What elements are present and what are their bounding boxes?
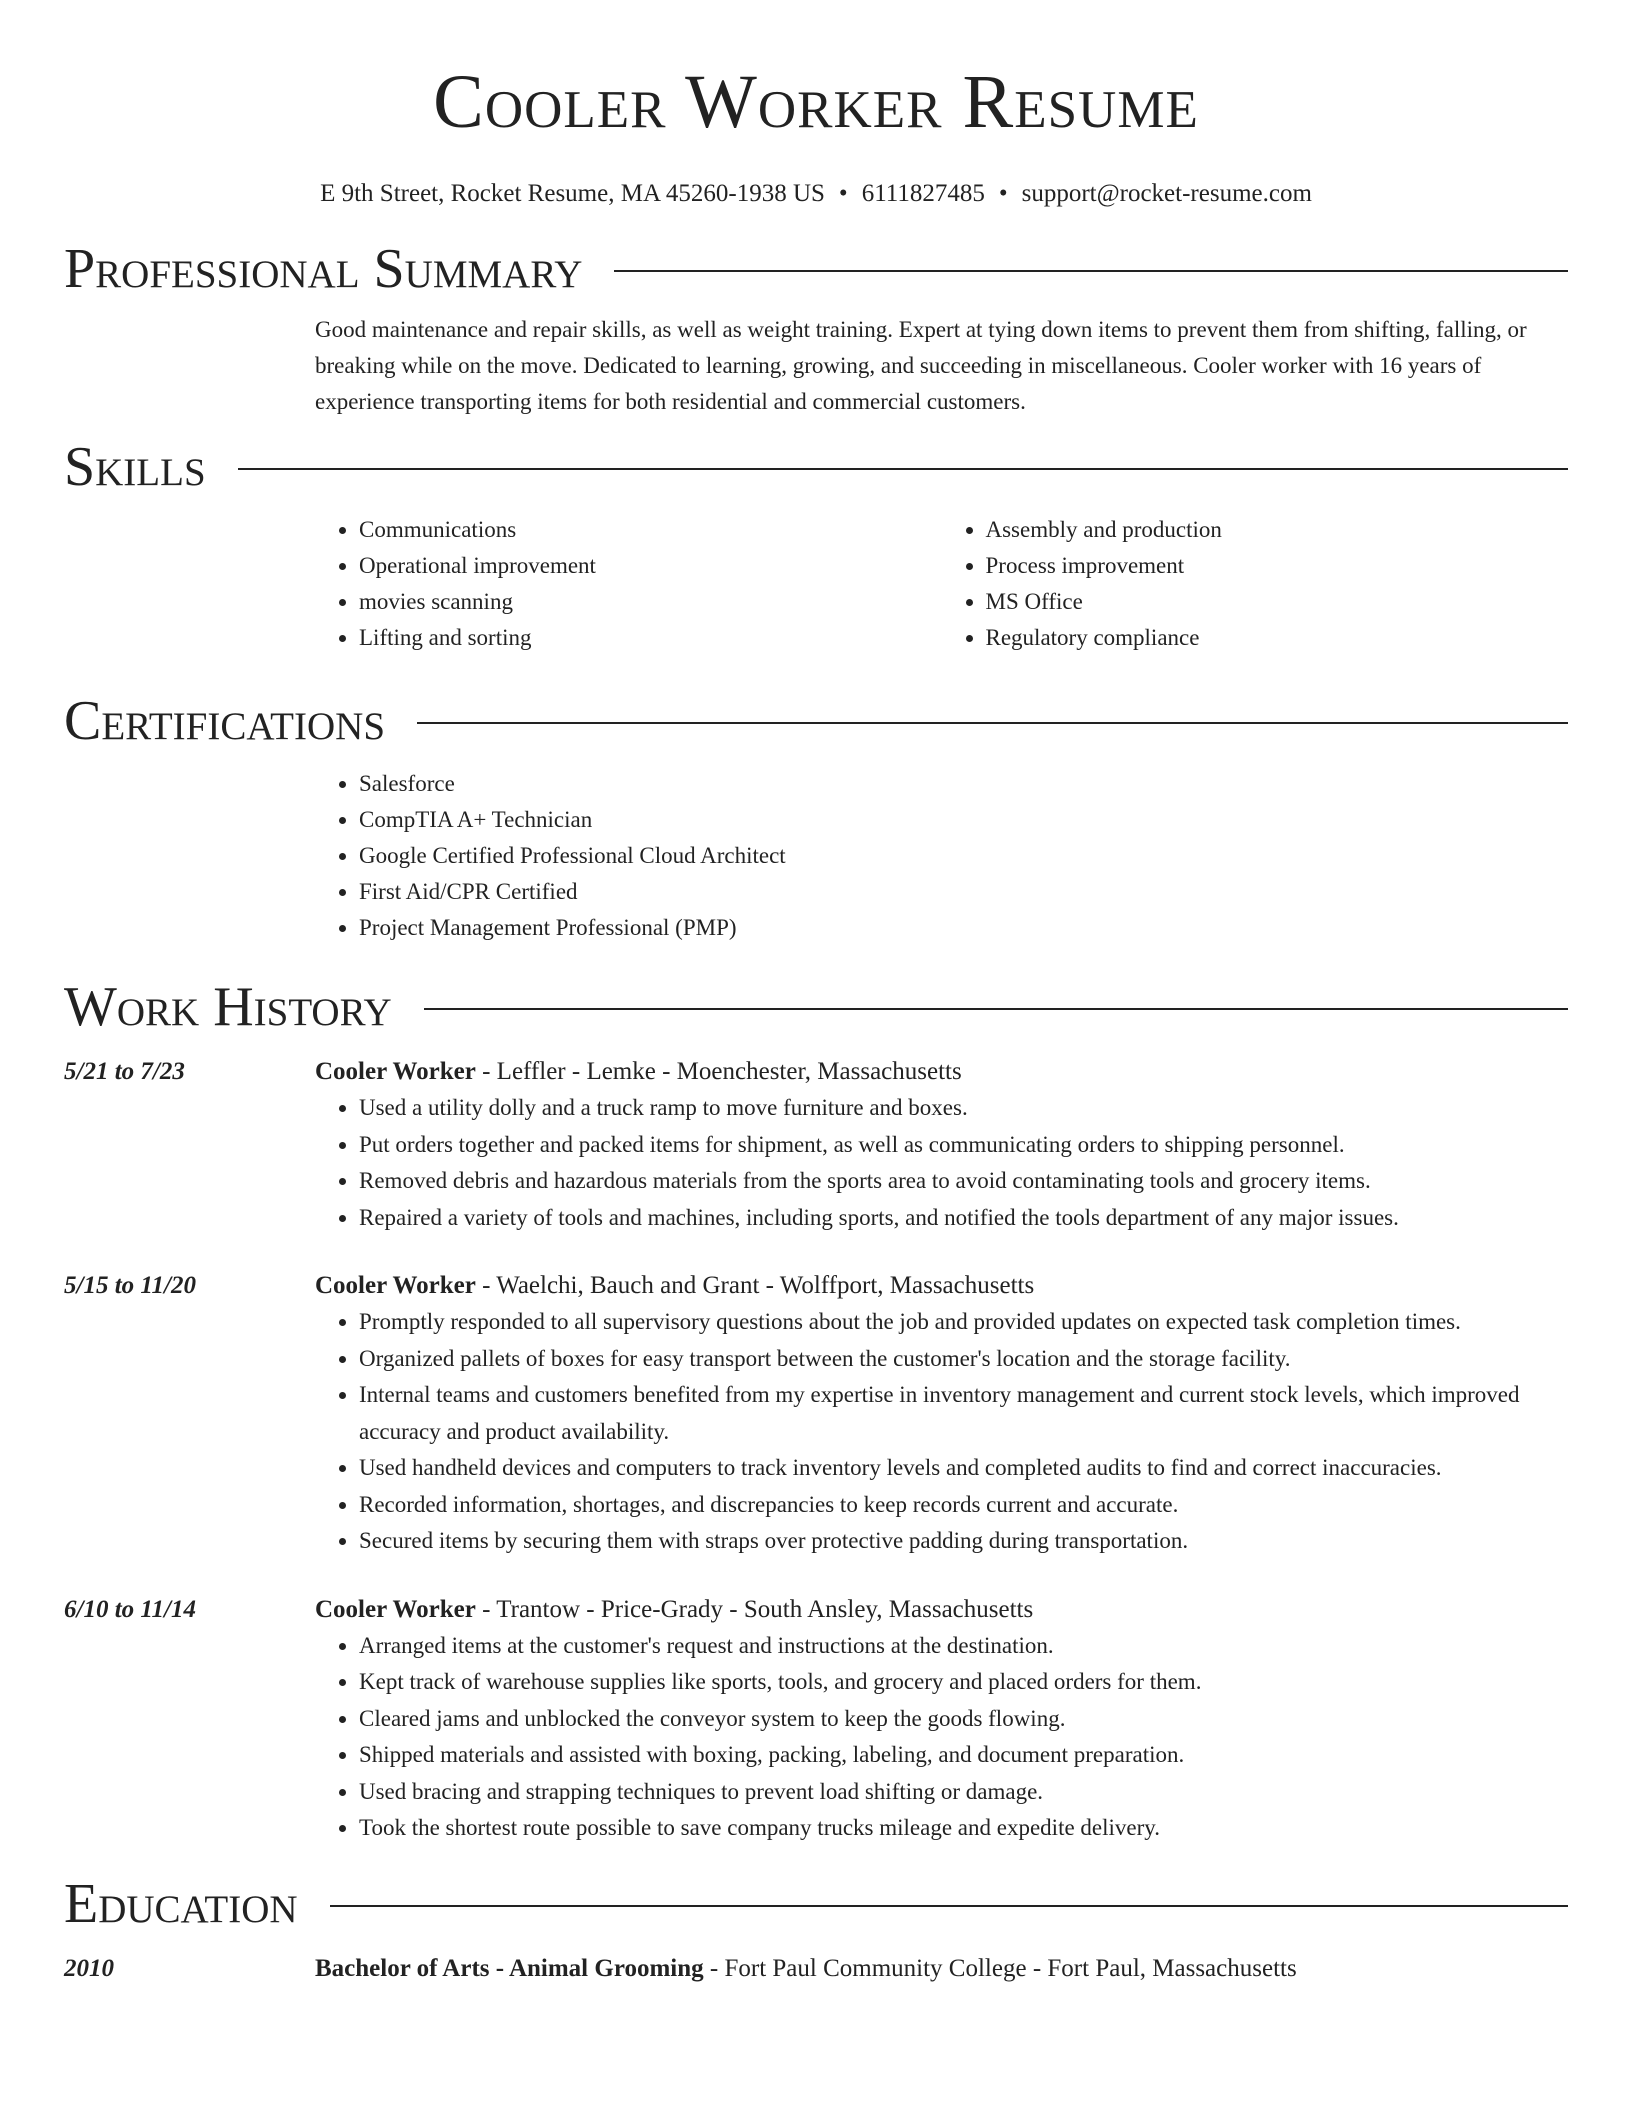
job-heading [315,1268,1568,1304]
job-bullet: • Arranged items at the customer's request and instructions at the destination. [359,1628,1568,1665]
education-heading [64,1869,1568,1939]
job-bullet: • Secured items by securing them with straps over protective padding during transportation. [359,1523,1568,1560]
certifications-section [64,686,1568,946]
job-bullet: • Organized pallets of boxes for easy transport between the customer's location and the storage facility. [359,1341,1568,1378]
job-bullet: • Put orders together and packed items for shipment, as well as communicating orders to shipping personnel. [359,1127,1568,1164]
contact-line [64,178,1568,210]
certifications-list [315,766,1568,946]
education-title: Education [64,1872,298,1935]
certification-item: • CompTIA A+ Technician [359,802,1568,838]
resume-name: Cooler Worker Resume [433,60,1199,144]
education-school: - Fort Paul Community College - Fort Paul, Massachusetts [703,1954,1297,1982]
contact-separator: • [998,180,1008,207]
job-bullet: • Took the shortest route possible to save company trucks mileage and expedite delivery. [359,1810,1568,1847]
skills-heading [64,432,1568,502]
skills-grid [315,512,1568,656]
certifications-body [315,766,1568,946]
job-bullet: • Promptly responded to all supervisory questions about the job and provided updates on expected task completion times. [359,1304,1568,1341]
skill-item: • Communications [359,512,942,548]
job-dates: 5/15 to 11/20 [64,1272,196,1299]
skill-item: • MS Office [986,584,1569,620]
skills-body [315,512,1568,656]
work-title: Work History [64,976,392,1038]
education-details [315,1951,1568,1987]
education-heading-line [315,1951,1568,1987]
job-details [315,1268,1568,1560]
skill-item: • movies scanning [359,584,942,620]
education-year: 2010 [64,1954,114,1982]
job-bullet: • Used handheld devices and computers to track inventory levels and completed audits to find and correct inaccuracies. [359,1450,1568,1487]
skill-item: • Process improvement [986,548,1569,584]
skill-item: • Operational improvement [359,548,942,584]
job-heading [315,1592,1568,1628]
job-bullet: • Internal teams and customers benefited from my expertise in inventory management and current stock levels, which improved accuracy and product availability. [359,1377,1568,1450]
summary-body [315,312,1568,420]
job-entry [64,1054,1568,1236]
summary-title: Professional Summary [64,238,583,300]
summary-heading [64,234,1568,304]
job-bullet: • Repaired a variety of tools and machines, including sports, and notified the tools department of any major issues. [359,1200,1568,1237]
skills-list-left [315,512,942,656]
certification-item: • Project Management Professional (PMP) [359,910,1568,946]
skill-item: • Regulatory compliance [986,620,1569,656]
work-heading [64,972,1568,1042]
job-employer: - Leffler - Lemke - Moenchester, Massachusetts [475,1058,962,1085]
job-details [315,1592,1568,1847]
job-details [315,1054,1568,1236]
contact-address: E 9th Street, Rocket Resume, MA 45260-1938 US [320,180,825,207]
certifications-title: Certifications [64,690,386,752]
skills-section [64,432,1568,656]
education-section [64,1869,1568,1987]
education-entry [64,1951,1568,1987]
section-divider [614,270,1568,272]
contact-email: support@rocket-resume.com [1021,180,1312,207]
section-divider [238,468,1568,470]
job-bullets [315,1090,1568,1236]
skill-item: • Lifting and sorting [359,620,942,656]
job-bullet: • Shipped materials and assisted with boxing, packing, labeling, and document preparation. [359,1737,1568,1774]
section-divider [330,1905,1568,1907]
job-role: Cooler Worker [315,1058,476,1085]
job-employer: - Trantow - Price-Grady - South Ansley, Massachusetts [475,1595,1034,1623]
certification-item: • First Aid/CPR Certified [359,874,1568,910]
job-bullet: • Kept track of warehouse supplies like sports, tools, and grocery and placed orders for them. [359,1664,1568,1701]
education-degree: Bachelor of Arts - Animal Grooming [315,1954,704,1982]
contact-phone: 6111827485 [861,180,985,207]
job-bullets [315,1628,1568,1847]
job-dates: 5/21 to 7/23 [64,1058,185,1085]
summary-section [64,234,1568,420]
job-employer: - Waelchi, Bauch and Grant - Wolffport, Massachusetts [475,1272,1035,1299]
summary-text: Good maintenance and repair skills, as well as weight training. Expert at tying down items to prevent them from shifting, falling, or breaking while on the move. Dedicated to learning, growing, and succeeding in miscellaneous. Cooler worker with 16 years of experience transporting items for both residential and commercial customers. [315,317,1527,414]
job-entry [64,1592,1568,1847]
certification-item: • Google Certified Professional Cloud Architect [359,838,1568,874]
job-role: Cooler Worker [315,1595,476,1623]
skills-list-right [942,512,1569,656]
certification-item: • Salesforce [359,766,1568,802]
skills-title: Skills [64,436,206,498]
certifications-heading [64,686,1568,756]
job-bullet: • Cleared jams and unblocked the conveyor system to keep the goods flowing. [359,1701,1568,1738]
job-role: Cooler Worker [315,1272,476,1299]
job-entry [64,1268,1568,1560]
job-bullet: • Used bracing and strapping techniques to prevent load shifting or damage. [359,1774,1568,1811]
job-dates: 6/10 to 11/14 [64,1595,196,1623]
contact-separator: • [838,180,848,207]
job-bullet: • Used a utility dolly and a truck ramp to move furniture and boxes. [359,1090,1568,1127]
section-divider [417,722,1568,724]
section-divider [424,1008,1568,1010]
skill-item: • Assembly and production [986,512,1569,548]
job-bullet: • Recorded information, shortages, and discrepancies to keep records current and accurate. [359,1487,1568,1524]
job-bullet: • Removed debris and hazardous materials from the sports area to avoid contaminating tools and grocery items. [359,1163,1568,1200]
job-bullets [315,1304,1568,1560]
work-section [64,972,1568,1847]
job-heading [315,1054,1568,1090]
